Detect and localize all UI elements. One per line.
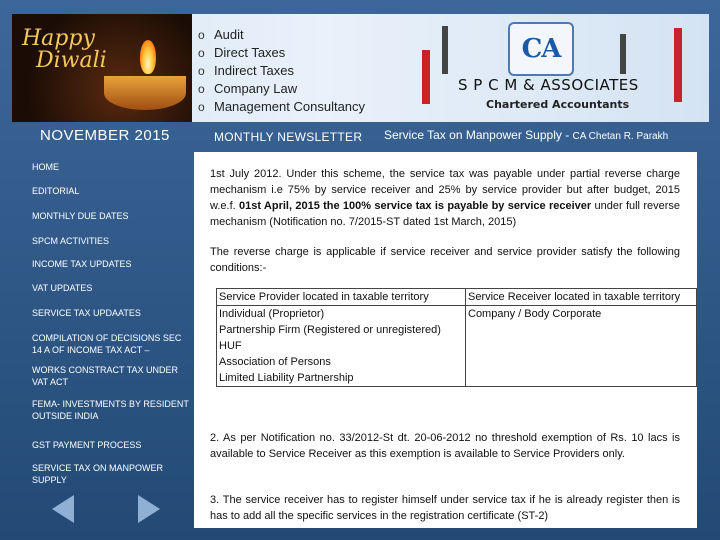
bullet-icon: o — [198, 28, 205, 42]
bullet-icon: o — [198, 64, 205, 78]
firm-subtitle: Chartered Accountants — [486, 98, 630, 111]
service-label: Direct Taxes — [214, 45, 286, 60]
provider-item: Association of Persons — [219, 356, 331, 368]
provider-item: Limited Liability Partnership — [219, 372, 354, 384]
article-author: CA Chetan R. Parakh — [572, 131, 669, 142]
diwali-greeting-image — [12, 14, 192, 122]
article-content — [194, 152, 697, 528]
paragraph-3: 2. As per Notification no. 33/2012-St dt. 20-06-2012 no threshold exemption of Rs. 10 lacs is available to Service Receiver as this exemption is available to Service Providers only. — [210, 432, 680, 460]
service-item — [198, 62, 365, 80]
sidebar-nav — [26, 152, 192, 492]
paragraph-1-text-a: 1st July 2012. Under this scheme, the service tax was payable under partial reverse charge mechanism i.e 75% by service receiver and 25% by service provider but after budget, 2015 w.e.f. — [210, 168, 680, 212]
service-item — [198, 98, 365, 116]
sidebar-item-works-contract-tax[interactable]: WORKS CONSTRACT TAX UNDER VAT ACT — [32, 365, 179, 387]
sidebar-item-service-tax-manpower[interactable]: SERVICE TAX ON MANPOWER SUPPLY — [32, 463, 164, 485]
brand-bar-red-right — [674, 28, 682, 102]
sidebar-item-spcm-activities[interactable]: SPCM ACTIVITIES — [32, 236, 110, 246]
service-label: Management Consultancy — [214, 99, 366, 114]
sidebar-item-editorial[interactable]: EDITORIAL — [32, 186, 80, 196]
ca-logo — [508, 22, 574, 76]
provider-item: Partnership Firm (Registered or unregistered) — [219, 324, 441, 336]
bullet-icon: o — [198, 46, 205, 60]
table-header-provider: Service Provider located in taxable territory — [217, 289, 466, 306]
service-label: Company Law — [214, 81, 298, 96]
sidebar-item-compilation-decisions[interactable]: COMPILATION OF DECISIONS SEC 14 A OF INCOME TAX ACT – — [32, 333, 182, 355]
sidebar-item-service-tax-updates[interactable]: SERVICE TAX UPDAATES — [32, 308, 141, 318]
firm-branding — [420, 20, 690, 120]
provider-item: Individual (Proprietor) — [219, 308, 325, 320]
table-header-receiver: Service Receiver located in taxable territory — [466, 289, 697, 306]
table-cell-receiver — [466, 306, 697, 387]
paragraph-4: 3. The service receiver has to register himself under service tax if he is already register then is has to add all the specific services in the registration certificate (ST-2) — [210, 494, 680, 522]
diwali-script — [22, 28, 107, 72]
sidebar-item-fema-investments[interactable]: FEMA- INVESTMENTS BY RESIDENT OUTSIDE INDIA — [32, 399, 189, 421]
provider-item: HUF — [219, 340, 242, 352]
service-item — [198, 26, 365, 44]
next-page-arrow-icon[interactable] — [138, 495, 160, 523]
issue-month: NOVEMBER 2015 — [40, 127, 170, 144]
paragraph-1-bold: 01st April, 2015 the 100% service tax is payable by service receiver — [239, 200, 592, 212]
brand-bar-dark-left — [442, 26, 448, 74]
ca-logo-text: CA — [521, 34, 561, 64]
sidebar-item-income-tax-updates[interactable]: INCOME TAX UPDATES — [32, 259, 132, 269]
service-label: Audit — [214, 27, 244, 42]
sidebar-item-monthly-due-dates[interactable]: MONTHLY DUE DATES — [32, 211, 129, 221]
diya-lamp-icon — [104, 76, 186, 110]
paragraph-2: The reverse charge is applicable if service receiver and service provider satisfy the following conditions:- — [210, 246, 680, 274]
firm-name: S P C M & ASSOCIATES — [458, 76, 639, 94]
brand-bar-dark-right — [620, 34, 626, 74]
bullet-icon: o — [198, 82, 205, 96]
greeting-line-2: Diwali — [36, 48, 107, 73]
paragraph-1-text-c: under full reverse mechanism (Notification no. 7/2015-ST dated 1st March, 2015) — [210, 200, 680, 228]
service-label: Indirect Taxes — [214, 63, 294, 78]
service-item — [198, 44, 365, 62]
table-cell-provider — [217, 306, 466, 387]
newsletter-label: MONTHLY NEWSLETTER — [214, 130, 363, 144]
article-title — [384, 128, 668, 142]
service-item — [198, 80, 365, 98]
brand-bar-red-left — [422, 50, 430, 104]
sidebar-item-gst-payment[interactable]: GST PAYMENT PROCESS — [32, 440, 142, 450]
sidebar-item-vat-updates[interactable]: VAT UPDATES — [32, 283, 93, 293]
bullet-icon: o — [198, 100, 205, 114]
greeting-line-1: Happy — [22, 26, 95, 51]
sidebar-item-home[interactable]: HOME — [32, 162, 59, 172]
flame-icon — [140, 40, 156, 74]
conditions-table — [216, 288, 697, 387]
paragraph-1 — [210, 166, 680, 230]
article-title-text: Service Tax on Manpower Supply - — [384, 128, 573, 142]
previous-page-arrow-icon[interactable] — [52, 495, 74, 523]
receiver-item: Company / Body Corporate — [468, 308, 602, 320]
table-row — [217, 306, 697, 387]
services-list — [198, 26, 365, 116]
table-header-row — [217, 289, 697, 306]
